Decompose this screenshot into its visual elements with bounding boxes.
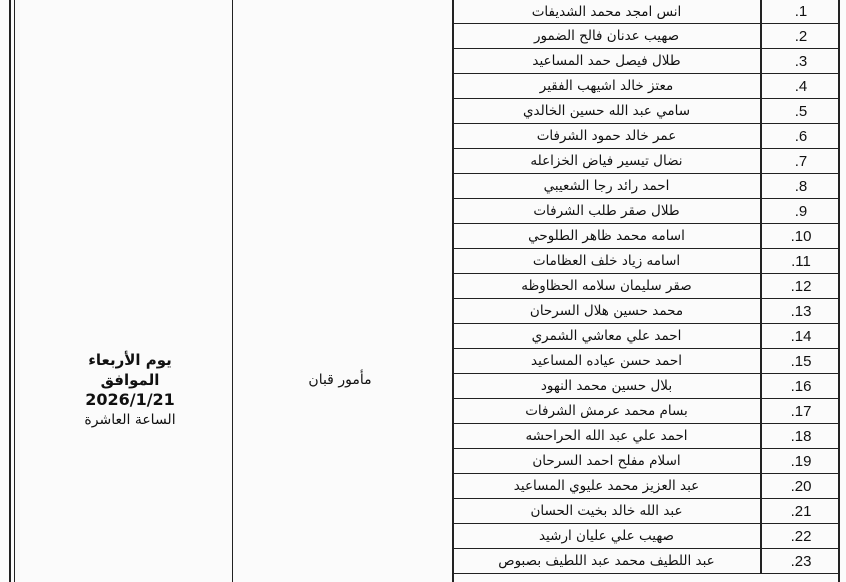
table-border-left-inner	[14, 0, 15, 582]
table-row	[453, 174, 840, 199]
candidate-number: .13	[761, 299, 840, 324]
candidate-name: عبد العزيز محمد عليوي المساعيد	[453, 474, 761, 499]
table-row	[453, 399, 840, 424]
candidate-name: احمد حسن عياده المساعيد	[453, 349, 761, 374]
candidate-number: .7	[761, 149, 840, 174]
candidate-number: .11	[761, 249, 840, 274]
candidate-name: صهيب علي عليان ارشيد	[453, 524, 761, 549]
candidate-number: .8	[761, 174, 840, 199]
table-row	[453, 199, 840, 224]
table-row	[453, 349, 840, 374]
table-row	[453, 0, 840, 24]
candidate-name: اسلام مفلح احمد السرحان	[453, 449, 761, 474]
table-row	[453, 224, 840, 249]
candidate-name: معتز خالد اشيهب الفقير	[453, 74, 761, 99]
candidate-name: بسام محمد عرمش الشرفات	[453, 399, 761, 424]
table-row	[453, 149, 840, 174]
candidate-name: احمد رائد رجا الشعيبي	[453, 174, 761, 199]
candidate-number: .21	[761, 499, 840, 524]
table-border-left	[9, 0, 11, 582]
candidate-name: طلال صقر طلب الشرفات	[453, 199, 761, 224]
candidate-name: محمد حسين هلال السرحان	[453, 299, 761, 324]
candidate-name: طلال فيصل حمد المساعيد	[453, 49, 761, 74]
candidate-number: .15	[761, 349, 840, 374]
table-row	[453, 549, 840, 574]
candidate-name: سامي عبد الله حسين الخالدي	[453, 99, 761, 124]
candidate-number: .2	[761, 24, 840, 49]
candidate-number: .22	[761, 524, 840, 549]
candidate-number: .6	[761, 124, 840, 149]
exam-time: الساعة العاشرة	[84, 412, 176, 428]
candidate-number: .1	[761, 0, 840, 24]
candidate-number: .12	[761, 274, 840, 299]
candidate-name: عبد اللطيف محمد عبد اللطيف بصبوص	[453, 549, 761, 574]
table-row	[453, 499, 840, 524]
candidate-number: .17	[761, 399, 840, 424]
candidate-number: .4	[761, 74, 840, 99]
candidate-name: احمد علي معاشي الشمري	[453, 324, 761, 349]
table-row	[453, 374, 840, 399]
candidate-name: اسامه محمد ظاهر الطلوحي	[453, 224, 761, 249]
equivalent-label: الموافق	[100, 371, 160, 389]
candidate-name: صقر سليمان سلامه الحظاوظه	[453, 274, 761, 299]
table-row	[453, 249, 840, 274]
table-row	[453, 74, 840, 99]
table-row	[453, 324, 840, 349]
day-label: يوم الأربعاء	[88, 351, 172, 369]
candidate-name: بلال حسين محمد النهود	[453, 374, 761, 399]
table-row	[453, 299, 840, 324]
table-row	[453, 124, 840, 149]
candidate-name: صهيب عدنان فالح الضمور	[453, 24, 761, 49]
candidate-name: نضال تيسير فياض الخزاعله	[453, 149, 761, 174]
candidate-number: .5	[761, 99, 840, 124]
candidate-name: احمد علي عبد الله الحراحشه	[453, 424, 761, 449]
table-row	[453, 449, 840, 474]
exam-day-cell	[60, 350, 200, 430]
candidates-table	[453, 0, 840, 574]
candidate-number: .23	[761, 549, 840, 574]
candidate-name: اسامه زياد خلف العظامات	[453, 249, 761, 274]
candidate-number: .19	[761, 449, 840, 474]
candidate-number: .14	[761, 324, 840, 349]
table-row	[453, 99, 840, 124]
examiner-cell: مأمور قبان	[308, 372, 372, 388]
table-row	[453, 49, 840, 74]
table-row	[453, 24, 840, 49]
candidate-name: عبد الله خالد بخيت الحسان	[453, 499, 761, 524]
candidate-name: انس امجد محمد الشديفات	[453, 0, 761, 24]
candidate-number: .10	[761, 224, 840, 249]
candidate-number: .16	[761, 374, 840, 399]
candidate-number: .20	[761, 474, 840, 499]
table-row	[453, 274, 840, 299]
table-row	[453, 424, 840, 449]
candidate-number: .9	[761, 199, 840, 224]
exam-date: 2026/1/21	[85, 390, 175, 409]
candidate-number: .3	[761, 49, 840, 74]
table-row	[453, 524, 840, 549]
candidate-name: عمر خالد حمود الشرفات	[453, 124, 761, 149]
table-row	[453, 474, 840, 499]
candidate-number: .18	[761, 424, 840, 449]
column-divider-day	[232, 0, 233, 582]
